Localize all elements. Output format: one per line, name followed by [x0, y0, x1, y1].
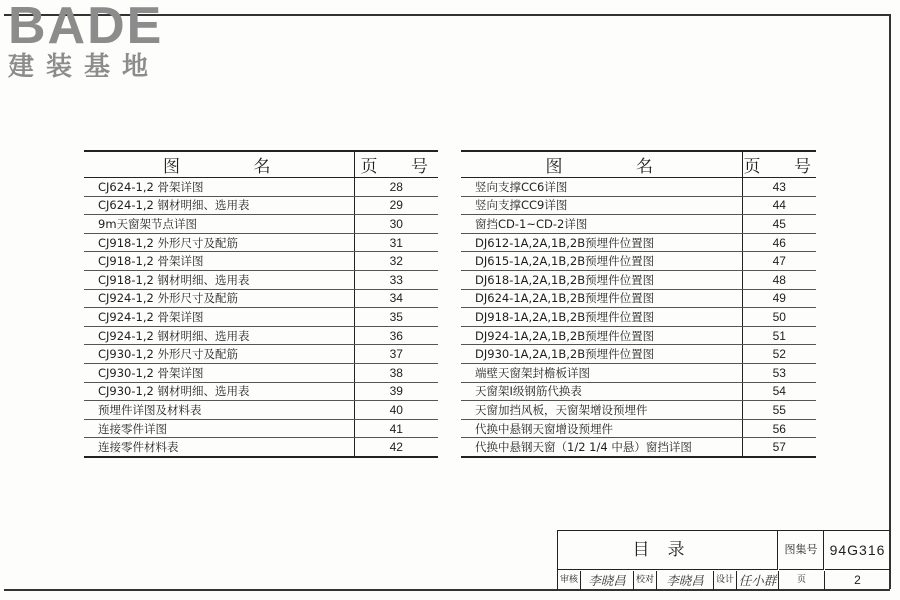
- toc-row: [461, 401, 816, 420]
- drawing-name: CJ918-1,2 外形尺寸及配筋: [84, 233, 354, 252]
- drawing-name: CJ624-1,2 钢材明细、选用表: [84, 196, 354, 215]
- header-page-number: 页 号: [354, 151, 438, 178]
- drawing-name: 连接零件详图: [84, 419, 354, 438]
- watermark-logo: [8, 2, 178, 86]
- page-number: 49: [742, 289, 816, 308]
- toc-row: [461, 345, 816, 364]
- drawing-name: CJ924-1,2 外形尺寸及配筋: [84, 289, 354, 308]
- page-number: 56: [742, 419, 816, 438]
- page-number: 41: [354, 419, 438, 438]
- toc-row: [461, 233, 816, 252]
- logo-main-text: BADE: [8, 0, 164, 44]
- drawing-name: CJ924-1,2 骨架详图: [84, 308, 354, 327]
- drawing-name: CJ918-1,2 钢材明细、选用表: [84, 270, 354, 289]
- drawing-name: 代换中悬钢天窗增设预埋件: [461, 419, 742, 438]
- drawing-name: 预埋件详图及材料表: [84, 401, 354, 420]
- checker-signature: 李晓昌: [657, 571, 714, 590]
- design-label: 设计: [714, 571, 737, 590]
- page-number: 47: [742, 252, 816, 271]
- toc-row: [461, 438, 816, 457]
- page-number: 35: [354, 308, 438, 327]
- drawing-name: CJ930-1,2 外形尺寸及配筋: [84, 345, 354, 364]
- drawing-frame-right-border: [889, 14, 891, 589]
- drawing-name: DJ918-1A,2A,1B,2B预埋件位置图: [461, 308, 742, 327]
- page-number: 42: [354, 438, 438, 457]
- drawing-name: CJ924-1,2 钢材明细、选用表: [84, 326, 354, 345]
- toc-row: [84, 270, 438, 289]
- toc-row: [84, 345, 438, 364]
- atlas-number-label: 图集号: [779, 531, 824, 570]
- page-number: 39: [354, 382, 438, 401]
- drawing-name: 端壁天窗架封檐板详图: [461, 363, 742, 382]
- drawing-name: DJ624-1A,2A,1B,2B预埋件位置图: [461, 289, 742, 308]
- toc-row: [461, 270, 816, 289]
- logo-sub-text: 建装基地: [8, 52, 161, 82]
- page-number: 36: [354, 326, 438, 345]
- drawing-name: 9m天窗架节点详图: [84, 215, 354, 234]
- toc-row: [461, 419, 816, 438]
- check-label: 校对: [634, 571, 657, 590]
- drawing-name: DJ615-1A,2A,1B,2B预埋件位置图: [461, 252, 742, 271]
- drawing-name: 天窗架Ⅰ级钢筋代换表: [461, 382, 742, 401]
- toc-row: [84, 196, 438, 215]
- drawing-name: 连接零件材料表: [84, 438, 354, 457]
- header-drawing-name: 图 名: [461, 151, 742, 178]
- drawing-name: 天窗加挡风板，天窗架增设预埋件: [461, 401, 742, 420]
- toc-row: [461, 326, 816, 345]
- toc-row: [84, 233, 438, 252]
- toc-row: [84, 401, 438, 420]
- page-number: 31: [354, 233, 438, 252]
- toc-row: [84, 382, 438, 401]
- toc-row: [461, 289, 816, 308]
- page-number: 37: [354, 345, 438, 364]
- sheet-page-number: 2: [854, 573, 861, 587]
- page-number: 33: [354, 270, 438, 289]
- toc-row: [461, 308, 816, 327]
- drawing-name: DJ618-1A,2A,1B,2B预埋件位置图: [461, 270, 742, 289]
- page-number: 43: [742, 178, 816, 197]
- atlas-number: 94G316: [825, 531, 890, 570]
- page-number: 28: [354, 178, 438, 197]
- toc-row: [84, 438, 438, 457]
- page-number: 55: [742, 401, 816, 420]
- drawing-title: 目录: [558, 531, 778, 570]
- drawing-name: DJ924-1A,2A,1B,2B预埋件位置图: [461, 326, 742, 345]
- page-number: 44: [742, 196, 816, 215]
- title-block: [557, 530, 890, 590]
- drawing-name: DJ930-1A,2A,1B,2B预埋件位置图: [461, 345, 742, 364]
- toc-row: [461, 252, 816, 271]
- drawing-name: 代换中悬钢天窗（1/2 1/4 中悬）窗挡详图: [461, 438, 742, 457]
- signature-row: [558, 571, 890, 590]
- toc-row: [461, 215, 816, 234]
- designer-signature: 任小群: [737, 571, 779, 590]
- toc-row: [84, 363, 438, 382]
- page-number: 52: [742, 345, 816, 364]
- toc-row: [84, 178, 438, 197]
- page-number: 30: [354, 215, 438, 234]
- toc-header-row: [461, 151, 816, 178]
- header-page-number: 页 号: [742, 151, 816, 178]
- page-number: 54: [742, 382, 816, 401]
- toc-row: [461, 196, 816, 215]
- toc-row: [84, 308, 438, 327]
- drawing-name: DJ612-1A,2A,1B,2B预埋件位置图: [461, 233, 742, 252]
- page-number: 40: [354, 401, 438, 420]
- page-number: 48: [742, 270, 816, 289]
- toc-row: [461, 178, 816, 197]
- toc-header-row: [84, 151, 438, 178]
- page-number: 45: [742, 215, 816, 234]
- drawing-name: 窗挡CD-1~CD-2详图: [461, 215, 742, 234]
- reviewer-signature: 李晓昌: [581, 571, 634, 590]
- header-drawing-name: 图 名: [84, 151, 354, 178]
- toc-table-left: [84, 150, 438, 458]
- drawing-name: CJ930-1,2 骨架详图: [84, 363, 354, 382]
- drawing-name: CJ930-1,2 钢材明细、选用表: [84, 382, 354, 401]
- review-label: 审核: [558, 571, 581, 590]
- drawing-name: 竖向支撑CC6详图: [461, 178, 742, 197]
- toc-table-right: [461, 150, 816, 458]
- drawing-name: 竖向支撑CC9详图: [461, 196, 742, 215]
- page-number: 34: [354, 289, 438, 308]
- drawing-name: CJ624-1,2 骨架详图: [84, 178, 354, 197]
- page-number: 51: [742, 326, 816, 345]
- page-label: 页: [779, 571, 825, 590]
- page-number: 32: [354, 252, 438, 271]
- page-number: 46: [742, 233, 816, 252]
- drawing-name: CJ918-1,2 骨架详图: [84, 252, 354, 271]
- page-number: 38: [354, 363, 438, 382]
- toc-row: [84, 289, 438, 308]
- toc-row: [84, 215, 438, 234]
- page-number: 50: [742, 308, 816, 327]
- toc-row: [461, 363, 816, 382]
- toc-row: [461, 382, 816, 401]
- page-number: 57: [742, 438, 816, 457]
- page-number: 53: [742, 363, 816, 382]
- page-number: 29: [354, 196, 438, 215]
- toc-row: [84, 419, 438, 438]
- toc-row: [84, 326, 438, 345]
- toc-row: [84, 252, 438, 271]
